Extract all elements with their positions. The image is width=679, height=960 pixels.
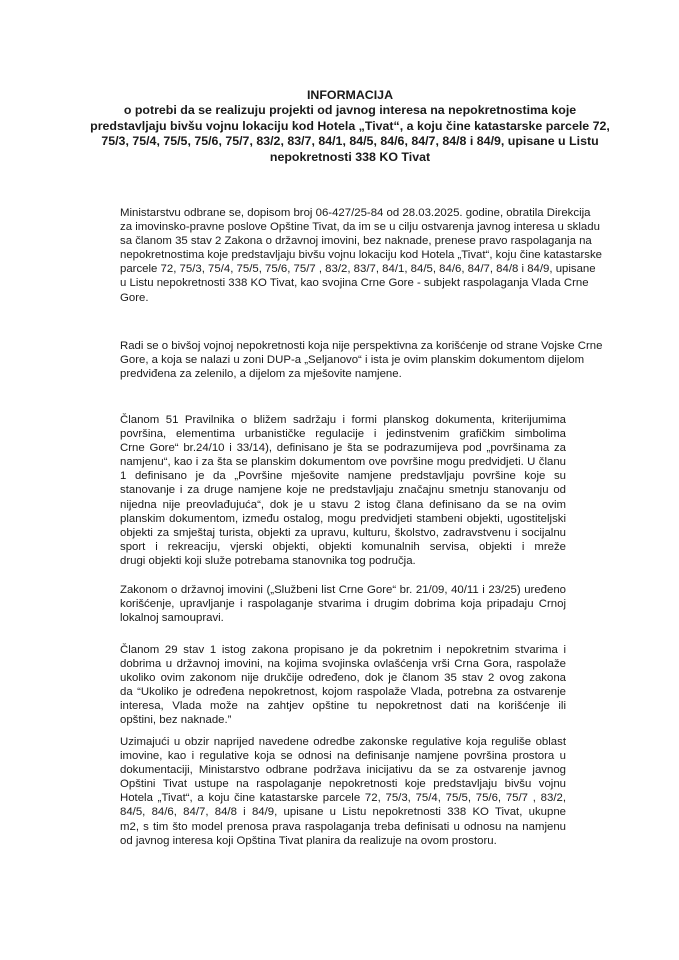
paragraph-line: imovine, kao i regulative koja se odnosi na definisanje namjene površina prostora u: [120, 750, 566, 763]
paragraph-line: opštini, bez naknade.”: [120, 714, 232, 727]
subtitle-line: o potrebi da se realizuju projekti od javnog interesa na nepokretnostima koje: [123, 103, 577, 118]
document-heading: [90, 88, 610, 165]
subtitle-line: nepokretnosti 338 KO Tivat: [269, 149, 431, 164]
paragraph-line: Zakonom o državnoj imovini („Službeni list Crne Gore“ br. 21/09, 40/11 i 23/25) uređeno: [120, 584, 566, 596]
paragraph-line: 84/5, 84/6, 84/7, 84/8 i 84/9, upisane u Listu nepokretnosti 338 KO Tivat, ukupne: [120, 806, 566, 819]
paragraph-line: nijedna nije preovlađujuća“, dok je u stavu 2 istog člana definisano da se na ovim: [120, 498, 566, 511]
paragraph-line: Crne Gore“ br.24/10 i 33/14), definisano je šta se podrazumijeva pod „površinama za: [120, 442, 566, 455]
paragraph-article-29: [120, 643, 566, 728]
paragraph-line: Uzimajući u obzir naprijed navedene odredbe zakonske regulative koja reguliše oblast: [120, 736, 566, 748]
paragraph-line: lokalnoj samoupravi.: [120, 612, 224, 625]
paragraph-line: Ministarstvu odbrane se, dopisom broj 06-427/25-84 od 28.03.2025. godine, obratila Direkcija: [120, 207, 591, 219]
paragraph-line: ukoliko ovim zakonom nije drukčije određeno, dok je članom 35 stav 2 ovog zakona: [120, 672, 566, 685]
paragraph-line: stanovanje i za druge namjene koje ne predstavljaju značajnu smetnju stanovanju od: [120, 484, 566, 497]
paragraph-line: parcele 72, 75/3, 75/4, 75/5, 75/6, 75/7 , 83/2, 83/7, 84/1, 84/5, 84/6, 84/7, 84/8 i 84/9, upisane: [120, 263, 596, 276]
paragraph-line: 1 definisano je da „Površine mješovite namjene predstavljaju površine koje su: [120, 470, 566, 483]
paragraph-line: u Listu nepokretnosti 338 KO Tivat, kao svojina Crne Gore - subjekt raspolaganja Vlada Crne: [120, 277, 589, 290]
paragraph-line: dobrima u državnoj imovini, na kojima svojinska ovlašćenja vrši Crna Gora, raspolaže: [120, 658, 566, 671]
paragraph-line: Hotela „Tivat“, a koju čine katastarske parcele 72, 75/3, 75/4, 75/5, 75/6, 75/7 , 83/2,: [120, 792, 566, 805]
paragraph-line: nepokretnostima koje predstavljaju bivšu vojnu lokaciju kod Hotela „Tivat“, koju čine katastarske: [120, 249, 603, 262]
paragraph-line: drugi objekti koji služe potrebama stanovnika tog područja.: [120, 554, 416, 567]
paragraph-line: za imovinsko-pravne poslove Opštine Tivat, da im se u cilju ostvarenja javnog interesa u skladu: [120, 221, 600, 234]
paragraph-line: od javnog interesa koji Opština Tivat planira da realizuje na ovom prostoru.: [120, 834, 497, 847]
paragraph-line: korišćenje, upravljanje i raspolaganje stvarima i drugim dobrima koja pripadaju Crnoj: [120, 598, 566, 611]
paragraph-line: da “Ukoliko je određena nepokretnost, kojom raspolaže Vlada, potrebna za ostvarenje: [120, 686, 566, 699]
paragraph-line: namjenu“, kao i za šta se planskim dokumentom ove površine mogu predvidjeti. U članu: [120, 456, 566, 469]
paragraph-request: [120, 206, 603, 305]
paragraph-line: Članom 51 Pravilnika o bližem sadržaju i formi planskog dokumenta, kriterijumima: [120, 414, 566, 426]
paragraph-line: Gore, a koja se nalazi u zoni DUP-a „Seljanovo“ i ista je ovim planskim dokumentom dijelom: [120, 354, 585, 367]
paragraph-line: m2, s tim što model prenosa prava raspolaganja treba definisati u odnosu na namjenu: [120, 820, 566, 833]
paragraph-conclusion: [120, 735, 566, 848]
paragraph-line: Članom 29 stav 1 istog zakona propisano je da pokretnim i nepokretnim stvarima i: [120, 644, 566, 656]
paragraph-line: sa članom 35 stav 2 Zakona o državnoj imovini, bez naknade, prenese pravo raspolaganja na: [120, 235, 592, 248]
paragraph-line: površina, elementima urbanističke regulacije i jedinstvenim grafičkim simbolima: [120, 428, 566, 441]
paragraph-line: Gore.: [120, 291, 149, 304]
paragraph-line: objekti za smještaj turista, objekti za upravu, kulturu, školstvo, zadravstvenu i socijalnu: [120, 526, 566, 539]
paragraph-line: Opštini Tivat ustupe na raspolaganje nepokretnosti koje predstavljaju bivšu vojnu: [120, 778, 566, 791]
paragraph-line: dokumentaciji, Ministarstvo odbrane podržava inicijativu da se za ostvarenje javnog: [120, 764, 566, 777]
paragraph-line: predviđena za zelenilo, a dijelom za mješovite namjene.: [120, 368, 402, 381]
paragraph-location: [120, 339, 603, 381]
paragraph-line: planskim dokumentom, između ostalog, mogu predvidjeti stambeni objekti, ugostiteljski: [120, 512, 566, 525]
paragraph-line: Radi se o bivšoj vojnoj nepokretnosti koja nije perspektivna za korišćenje od strane Vojske Crne: [120, 340, 603, 352]
paragraph-line: interesa, Vlada može na zahtjev opštine tu nepokretnost dati na korišćenje ili: [120, 700, 566, 713]
subtitle-line: 75/3, 75/4, 75/5, 75/6, 75/7, 83/2, 83/7, 84/1, 84/5, 84/6, 84/7, 84/8 i 84/9, upisane u Listu: [101, 134, 599, 149]
document-title: INFORMACIJA: [306, 88, 394, 102]
paragraph-rulebook: [120, 413, 566, 568]
paragraph-line: sport i rekreaciju, vjerski objekti, objekti komunalnih servisa, objekti i mreže: [120, 540, 566, 553]
paragraph-law: [120, 583, 566, 625]
subtitle-line: predstavljaju bivšu vojnu lokaciju kod Hotela „Tivat“, a koju čine katastarske parcele 72,: [90, 118, 610, 133]
